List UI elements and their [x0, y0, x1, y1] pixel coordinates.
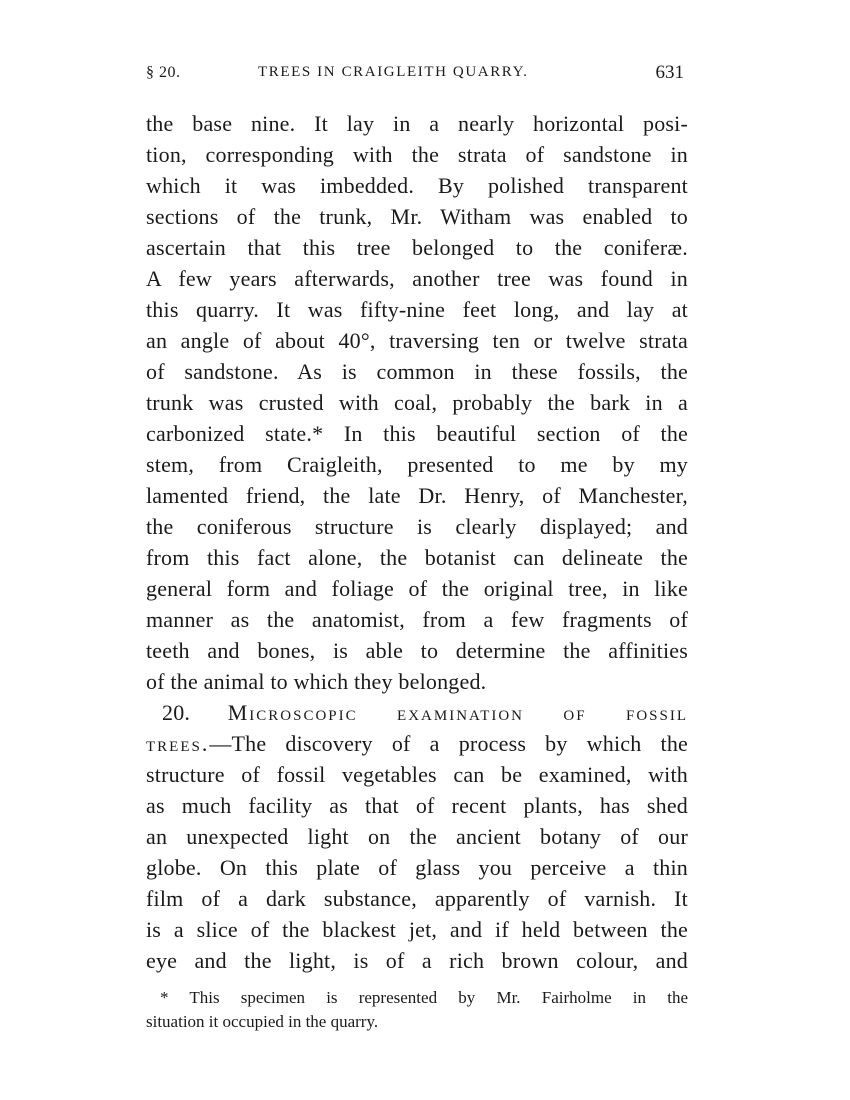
text-line: the coniferous structure is clearly displayed; and	[146, 514, 688, 539]
text-line: structure of fossil vegetables can be examined, with	[146, 762, 688, 787]
text-line: tion, corresponding with the strata of sandstone in	[146, 142, 688, 167]
text-line: this quarry. It was fifty-nine feet long, and lay at	[146, 297, 688, 322]
footnote-line: situation it occupied in the quarry.	[146, 1012, 379, 1031]
text-line: an angle of about 40°, traversing ten or twelve strata	[146, 328, 688, 353]
text-line: which it was imbedded. By polished transparent	[146, 173, 688, 198]
text-line: A few years afterwards, another tree was found in	[146, 266, 688, 291]
running-head	[146, 62, 686, 88]
text-line: carbonized state.* In this beautiful section of the	[146, 421, 688, 446]
text-line: globe. On this plate of glass you perceive a thin	[146, 855, 688, 880]
page-number: 631	[655, 62, 684, 83]
text-line: sections of the trunk, Mr. Witham was enabled to	[146, 204, 688, 229]
section-heading-title: Microscopic examination of fossil	[227, 700, 689, 725]
section-heading-continued	[146, 728, 688, 759]
footnote	[146, 986, 688, 1034]
text-line: from this fact alone, the botanist can delineate the	[146, 545, 688, 570]
body-text	[146, 108, 688, 976]
text-line: is a slice of the blackest jet, and if held between the	[146, 917, 688, 942]
text-line: teeth and bones, is able to determine the affinities	[146, 638, 688, 663]
text-line: of sandstone. As is common in these fossils, the	[146, 359, 688, 384]
text-line: eye and the light, is of a rich brown colour, and	[146, 948, 688, 973]
text-line: lamented friend, the late Dr. Henry, of Manchester,	[146, 483, 688, 508]
text-line: the base nine. It lay in a nearly horizontal posi-	[146, 111, 688, 136]
text-line: film of a dark substance, apparently of varnish. It	[146, 886, 688, 911]
section-number: § 20.	[146, 64, 181, 81]
section-heading-title-end: trees.	[146, 731, 210, 756]
text-line: —The discovery of a process by which the	[209, 731, 688, 756]
text-line: stem, from Craigleith, presented to me by my	[146, 452, 688, 477]
running-title: TREES IN CRAIGLEITH QUARRY.	[258, 64, 529, 80]
text-line: manner as the anatomist, from a few fragments of	[146, 607, 688, 632]
text-line: trunk was crusted with coal, probably the bark in a	[146, 390, 688, 415]
text-line: as much facility as that of recent plants, has shed	[146, 793, 688, 818]
text-line: an unexpected light on the ancient botany of our	[146, 824, 688, 849]
text-line: ascertain that this tree belonged to the coniferæ.	[146, 235, 688, 260]
text-line: general form and foliage of the original tree, in like	[146, 576, 688, 601]
text-line: of the animal to which they belonged.	[146, 669, 487, 694]
footnote-line: * This specimen is represented by Mr. Fairholme in the	[160, 988, 688, 1007]
section-heading	[146, 697, 688, 728]
section-heading-number: 20.	[162, 700, 191, 725]
